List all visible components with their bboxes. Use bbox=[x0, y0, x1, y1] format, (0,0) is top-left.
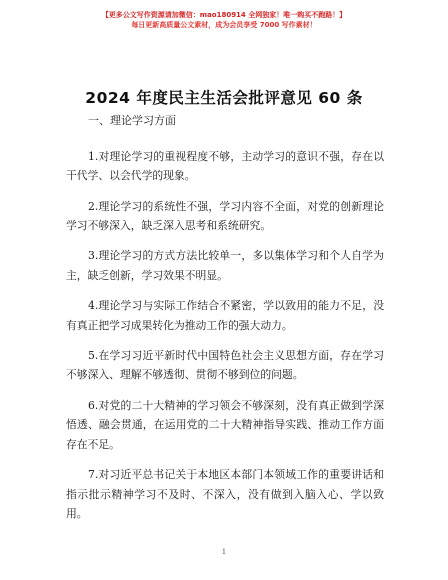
item-text: 7.对习近平总书记关于本地区本部门本领域工作的重要讲话和指示批示精神学习不及时、不深入，没有做到入脑入心、学以致用。 bbox=[66, 468, 384, 521]
page-number: 1 bbox=[221, 548, 227, 556]
list-item bbox=[66, 296, 384, 335]
list-item bbox=[66, 346, 384, 385]
item-text: 5.在学习习近平新时代中国特色社会主义思想方面，存在学习不够深入、理解不够透彻、贯彻不够到位的问题。 bbox=[66, 348, 384, 382]
promo-banner bbox=[0, 10, 448, 30]
item-text: 3.理论学习的方式方法比较单一，多以集体学习和个人自学为主，缺乏创新，学习效果不明显。 bbox=[66, 249, 384, 282]
item-text: 4.理论学习与实际工作结合不紧密，学以致用的能力不足，没有真正把学习成果转化为推动工作的强大动力。 bbox=[66, 299, 384, 332]
item-text: 2.理论学习的系统性不强，学习内容不全面，对党的创新理论学习不够深入，缺乏深入思考和系统研究。 bbox=[66, 199, 384, 233]
document-title: 2024 年度民主生活会批评意见 60 条 bbox=[85, 89, 363, 107]
item-list bbox=[66, 136, 384, 529]
list-item bbox=[66, 465, 384, 524]
banner-line-1: 【更多公文写作资源请加微信：mao180914 全网独家！唯一购买不跑路！】 bbox=[101, 11, 347, 19]
list-item bbox=[66, 246, 384, 285]
item-text: 6.对党的二十大精神的学习领会不够深刻，没有真正做到学深悟透、融会贯通，在运用党的二十大精神指导实践、推动工作方面存在不足。 bbox=[66, 398, 384, 451]
list-item bbox=[66, 197, 384, 236]
item-text: 1.对理论学习的重视程度不够，主动学习的意识不强，存在以干代学、以会代学的现象。 bbox=[66, 149, 384, 183]
section-heading: 一、理论学习方面 bbox=[88, 114, 176, 127]
list-item bbox=[66, 147, 384, 186]
list-item bbox=[66, 396, 384, 455]
banner-line-2: 每日更新高质量公文素材，成为会员享受 7000 写作素材！ bbox=[131, 21, 317, 29]
